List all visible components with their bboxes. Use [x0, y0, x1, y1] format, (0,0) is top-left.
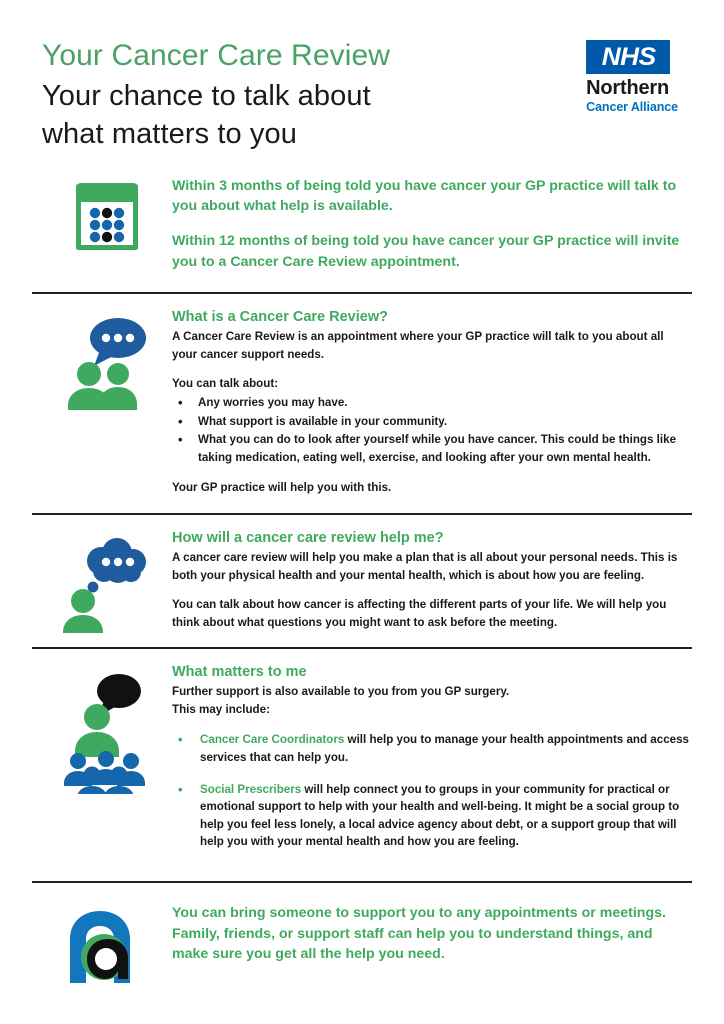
what-is-intro: A Cancer Care Review is an appointment where your GP practice will talk to you about all your cancer support needs. — [172, 330, 664, 361]
what-is-list-lead: You can talk about: — [172, 377, 279, 391]
crowd-blue — [64, 751, 145, 794]
support-text — [172, 903, 694, 965]
calendar-icon — [76, 182, 138, 250]
what-matters-intro-2: This may include: — [172, 702, 270, 716]
how-help-paragraph-1: A cancer care review will help you make a plan that is all about your personal needs. This is both your physical health and your mental health, which is about how you are feeling. — [172, 551, 678, 582]
list-item — [172, 731, 690, 766]
what-is-text — [172, 308, 694, 497]
bullet-highlight-prescribers: Social Prescribers — [200, 782, 302, 796]
how-help-heading: How will a cancer care review help me? — [172, 530, 444, 547]
speech-bubble — [90, 318, 146, 366]
bullet-rest-coordinators: will help you to manage your health appointments and access services that can help you. — [200, 733, 689, 765]
nhs-northern-cancer-alliance-logo — [586, 38, 678, 114]
section-timeframes — [0, 154, 724, 292]
icon-column — [42, 529, 172, 633]
timeframe-12-months: Within 12 months of being told you have cancer your GP practice will invite you to a Cancer Care Review appointment. — [172, 232, 680, 270]
what-is-closing: Your GP practice will help you with this. — [172, 481, 392, 495]
na-logo-icon — [66, 909, 148, 987]
what-is-bullet-list — [172, 394, 690, 466]
bullet-highlight-coordinators: Cancer Care Coordinators — [200, 733, 345, 747]
how-help-text — [172, 529, 694, 632]
what-matters-bullet-list — [172, 731, 690, 851]
thought-bubble — [82, 538, 146, 600]
page-subtitle — [42, 77, 586, 154]
nhs-logo-text: NHS — [601, 42, 656, 71]
section-bring-support — [0, 883, 724, 997]
page-subtitle-line1: Your chance to talk about — [42, 79, 371, 112]
logo-cancer-alliance-text: Cancer Alliance — [586, 100, 678, 114]
what-matters-intro-1: Further support is also available to you from you GP surgery. — [172, 685, 510, 699]
icon-column — [42, 663, 172, 794]
list-item: • What you can do to look after yourself while you have cancer. This could be things like taking medication, eating well, exercise, and looking after your own mental health. — [172, 431, 690, 466]
icon-column — [42, 308, 172, 410]
timeframes-text — [172, 176, 694, 272]
person-front — [68, 362, 110, 410]
page-title: Your Cancer Care Review — [42, 39, 391, 72]
title-block — [42, 38, 586, 154]
what-is-heading: What is a Cancer Care Review? — [172, 309, 388, 326]
person — [63, 589, 103, 633]
page-subtitle-line2: what matters to you — [42, 118, 297, 151]
section-what-matters — [0, 649, 724, 881]
list-item: • Any worries you may have. — [172, 394, 690, 412]
page-header — [0, 0, 724, 154]
nhs-logo-box — [586, 40, 670, 74]
section-how-help — [0, 515, 724, 647]
person-thought-bubble-icon — [63, 535, 151, 633]
how-help-paragraph-2: You can talk about how cancer is affecting the different parts of your life. We will help you think about what questions you might want to ask before the meeting. — [172, 598, 667, 630]
what-matters-text — [172, 663, 694, 865]
bullet-rest-prescribers: will help connect you to groups in your community for practical or emotional support to help with your health and well-being. It might be a social group to help you feel less lonely, a local advice agency about debt, or a support group that will help you with your mental health and how you are feeling. — [200, 782, 680, 849]
person-green — [75, 704, 119, 757]
timeframe-3-months: Within 3 months of being told you have cancer your GP practice will talk to you about what help is available. — [172, 177, 677, 215]
two-people-speech-bubble-icon — [64, 314, 150, 410]
list-item: • What support is available in your community. — [172, 413, 690, 431]
icon-column — [42, 176, 172, 250]
what-matters-heading: What matters to me — [172, 664, 307, 681]
list-item — [172, 781, 690, 851]
logo-northern-text: Northern — [586, 77, 669, 99]
icon-column — [42, 903, 172, 987]
thought-dots — [102, 558, 134, 566]
person-crowd-speech-icon — [61, 669, 153, 794]
support-paragraph: You can bring someone to support you to any appointments or meetings. Family, friends, or support staff can help you to understand things, and make sure you get all the help you need. — [172, 905, 666, 963]
section-what-is-ccr — [0, 294, 724, 513]
calendar-dots — [90, 208, 124, 242]
